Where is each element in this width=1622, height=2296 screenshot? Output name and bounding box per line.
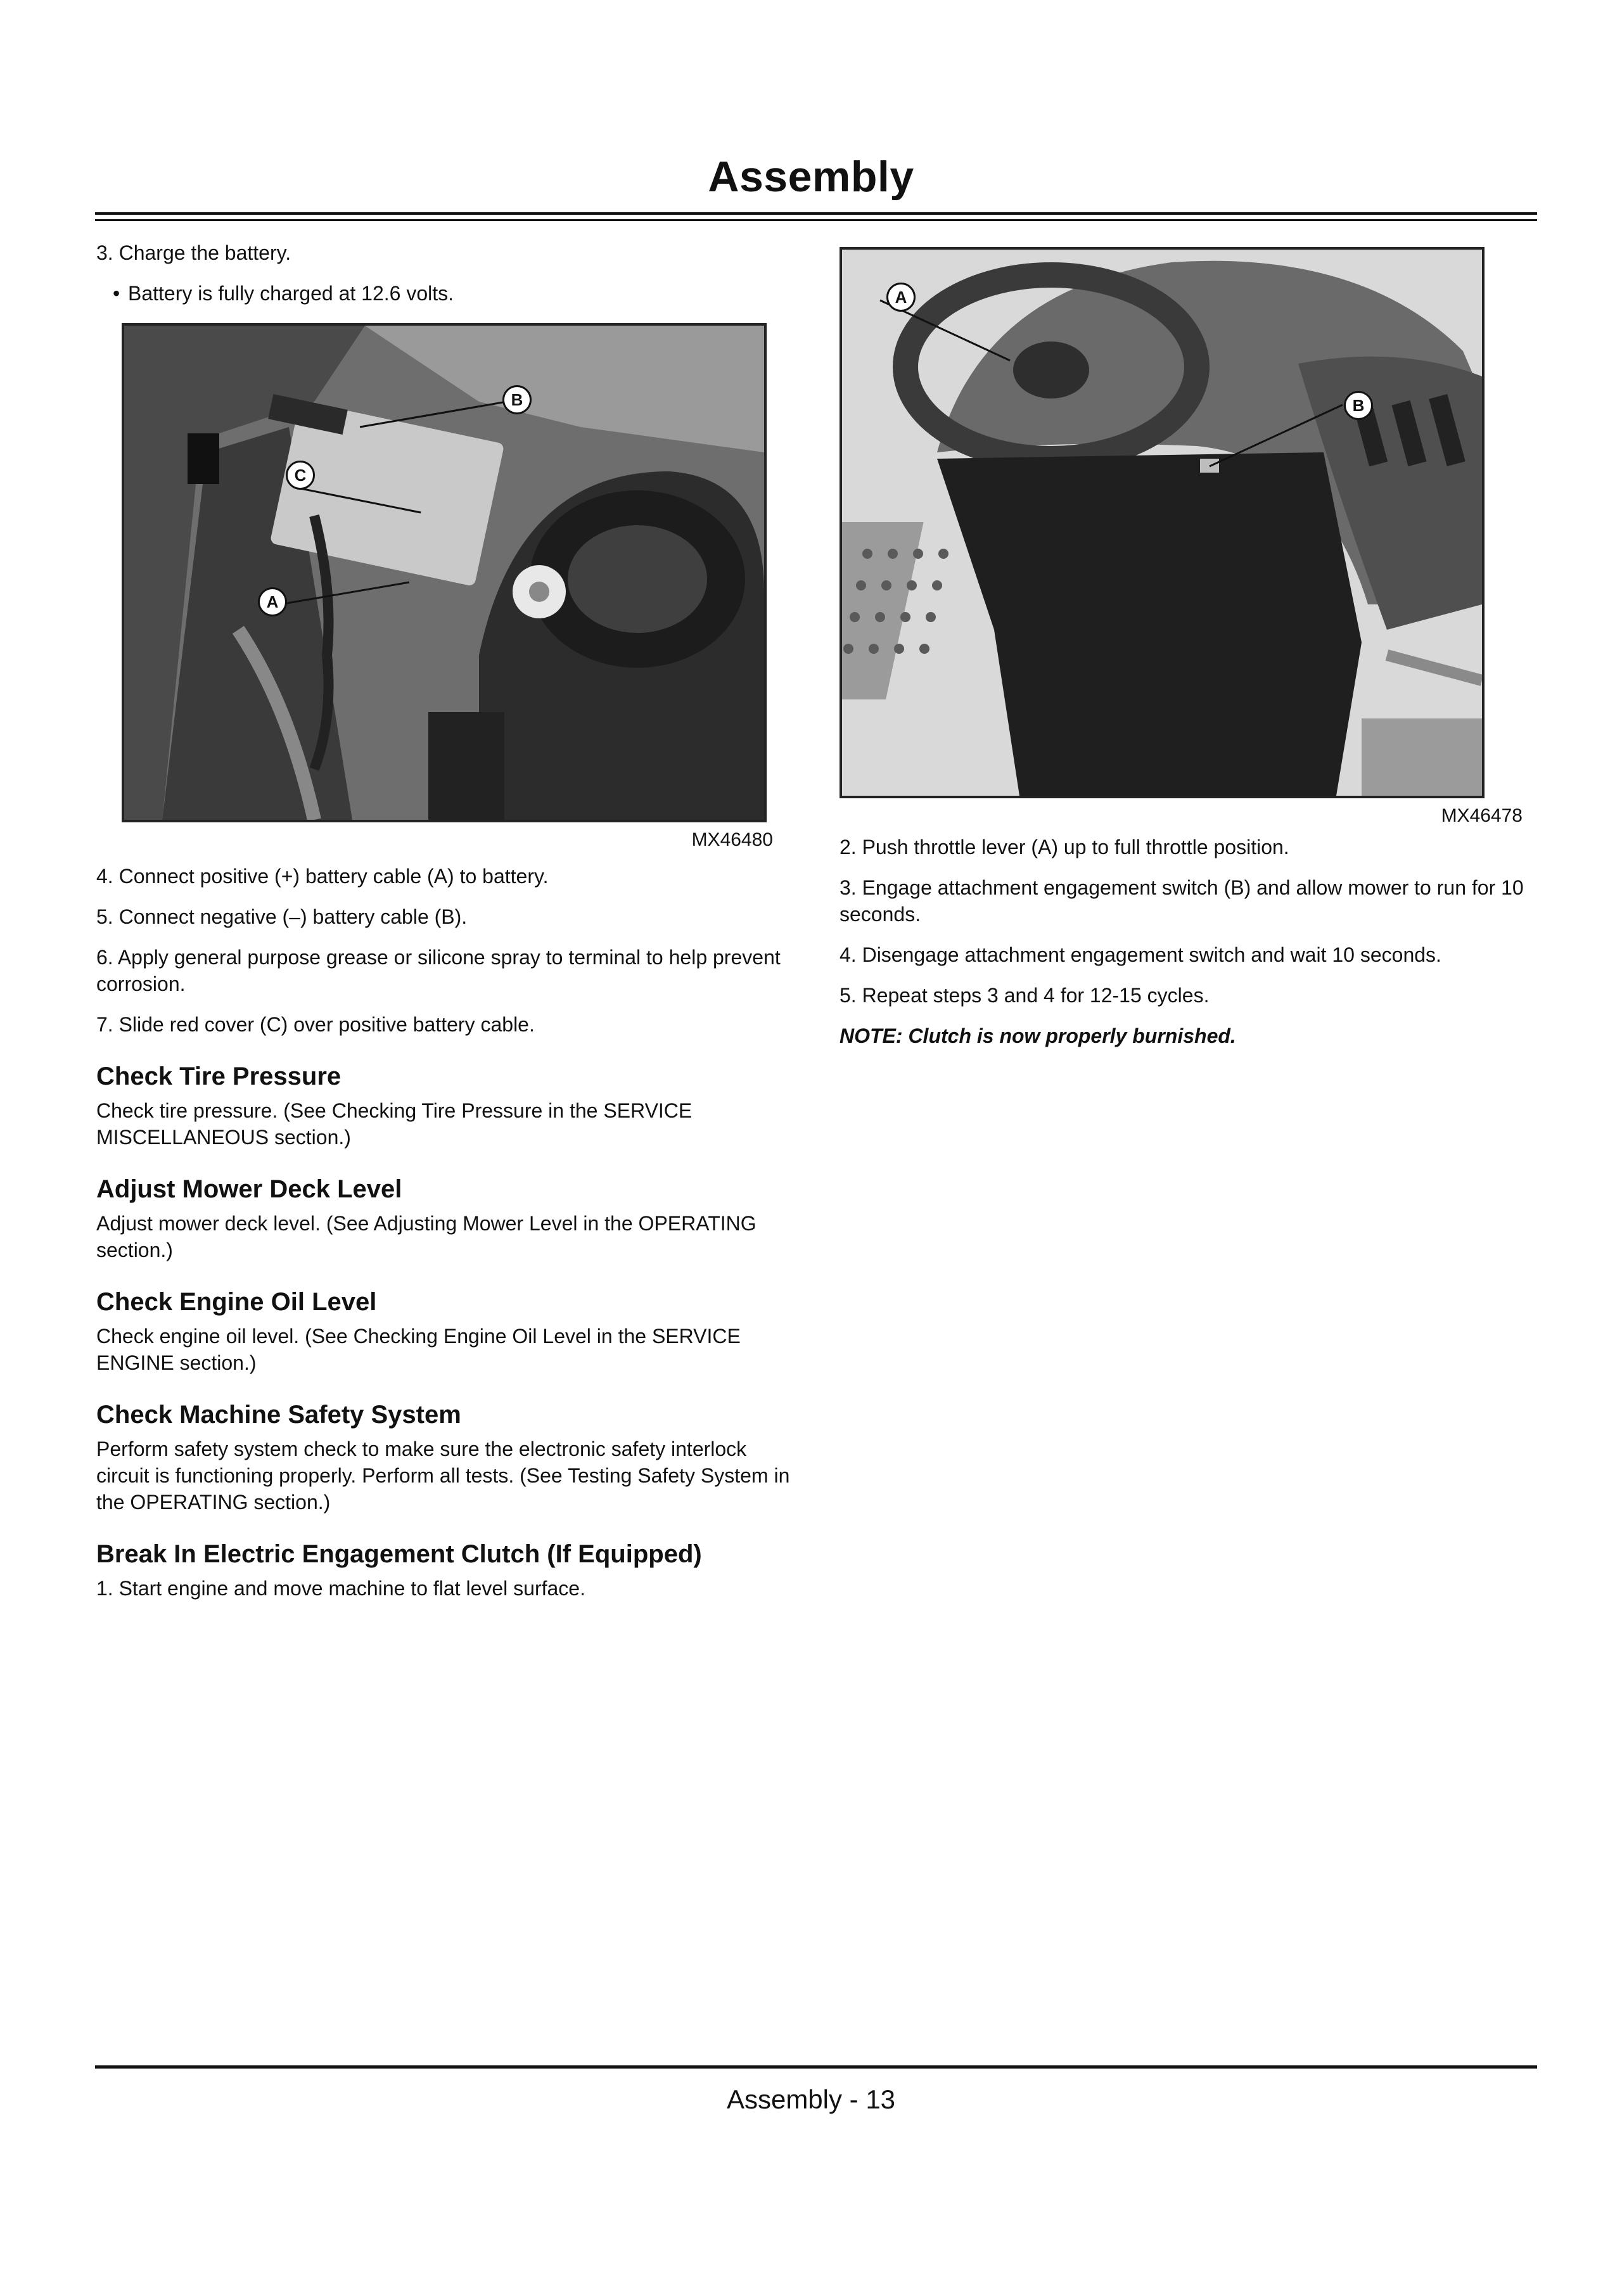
steering-photo-illustration — [842, 250, 1482, 796]
text-check-tire-pressure: Check tire pressure. (See Checking Tire Pressure in the SERVICE MISCELLANEOUS section.) — [96, 1099, 693, 1149]
step-slide-cover: 7. Slide red cover (C) over positive battery cable. — [96, 1013, 535, 1036]
text-break-in-clutch: 1. Start engine and move machine to flat level surface. — [96, 1577, 585, 1600]
callout-a: A — [258, 587, 287, 616]
step-disengage-switch: 4. Disengage attachment engagement switch and wait 10 seconds. — [840, 943, 1441, 966]
step-engage-switch: 3. Engage attachment engagement switch (B) and allow mower to run for 10 seconds. — [840, 876, 1524, 926]
heading-break-in-clutch: Break In Electric Engagement Clutch (If Equipped) — [96, 1540, 702, 1568]
steering-figure — [840, 247, 1485, 798]
step-repeat-cycles: 5. Repeat steps 3 and 4 for 12-15 cycles. — [840, 984, 1210, 1007]
step-push-throttle: 2. Push throttle lever (A) up to full throttle position. — [840, 836, 1289, 858]
step-apply-grease: 6. Apply general purpose grease or silicone spray to terminal to help prevent corrosion. — [96, 946, 781, 995]
battery-photo-illustration — [124, 326, 764, 820]
callout-a: A — [886, 283, 916, 312]
heading-check-tire-pressure: Check Tire Pressure — [96, 1062, 342, 1090]
bullet-dot-icon: • — [113, 282, 120, 305]
page-title: Assembly — [708, 153, 914, 201]
right-column — [840, 247, 1540, 1049]
note-clutch-burnished: NOTE: Clutch is now properly burnished. — [840, 1024, 1236, 1047]
page-number: Assembly - 13 — [726, 2084, 896, 2114]
text-adjust-mower-deck: Adjust mower deck level. (See Adjusting Mower Level in the OPERATING section.) — [96, 1212, 757, 1261]
step-connect-positive: 4. Connect positive (+) battery cable (A) to battery. — [96, 865, 549, 888]
heading-check-safety-system: Check Machine Safety System — [96, 1401, 461, 1429]
text-check-engine-oil: Check engine oil level. (See Checking Engine Oil Level in the SERVICE ENGINE section.) — [96, 1325, 741, 1374]
figure-code-right: MX46478 — [1441, 805, 1523, 826]
left-column — [96, 239, 793, 1614]
bullet-battery-voltage — [113, 280, 793, 307]
footer-rule — [95, 2065, 1537, 2069]
header-rule-thick — [95, 212, 1537, 215]
callout-b: B — [502, 385, 532, 414]
callout-c: C — [286, 461, 315, 490]
heading-adjust-mower-deck: Adjust Mower Deck Level — [96, 1175, 402, 1203]
bullet-text: Battery is fully charged at 12.6 volts. — [128, 282, 454, 305]
battery-figure — [122, 323, 767, 822]
step-charge-battery: 3. Charge the battery. — [96, 241, 291, 264]
step-connect-negative: 5. Connect negative (–) battery cable (B). — [96, 905, 468, 928]
figure-code-left: MX46480 — [691, 829, 773, 850]
text-check-safety-system: Perform safety system check to make sure the electronic safety interlock circuit is functioning properly. Perform all tests. (See Testing Safety System in the OPERATING section.) — [96, 1438, 790, 1514]
heading-check-engine-oil: Check Engine Oil Level — [96, 1288, 377, 1316]
callout-b: B — [1344, 391, 1373, 420]
header-rule-thin — [95, 219, 1537, 221]
